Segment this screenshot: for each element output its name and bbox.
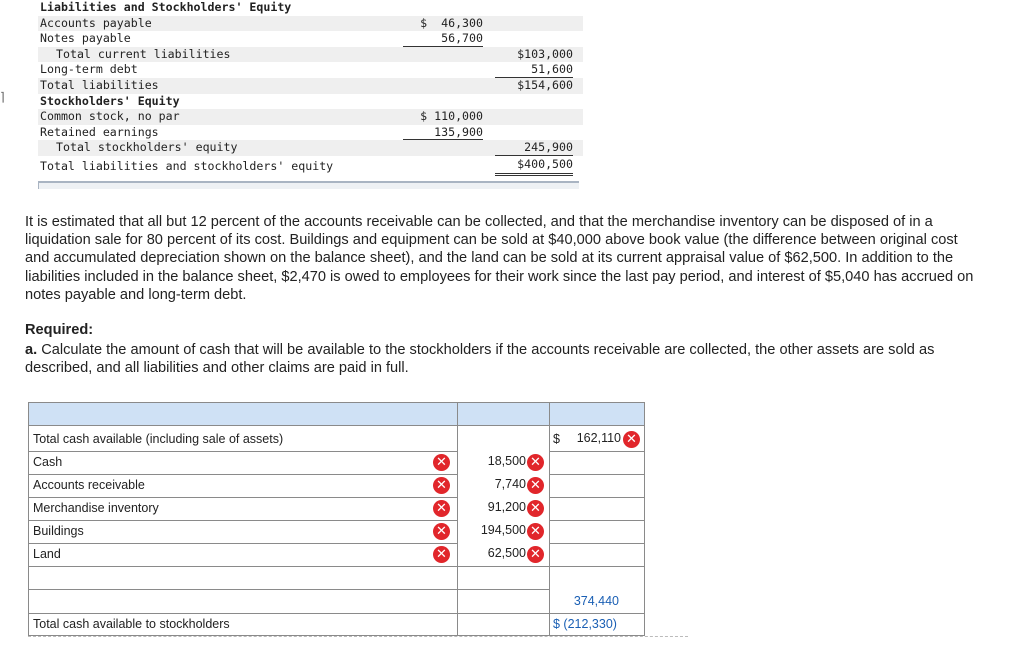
total-cash-input[interactable]: 162,110 xyxy=(576,431,621,445)
close-circle-icon: ✕ xyxy=(527,477,544,494)
table-row-total-cash xyxy=(29,428,644,451)
bs-label: Long-term debt xyxy=(40,62,138,77)
table-row-final xyxy=(29,613,644,635)
bs-label: Accounts payable xyxy=(40,15,152,30)
subtotal-value[interactable]: 374,440 xyxy=(573,594,619,608)
part-letter: a. xyxy=(25,342,38,358)
bs-value: 56,700 xyxy=(403,31,483,47)
accounts-receivable-input[interactable]: 7,740 xyxy=(494,477,526,491)
close-circle-icon: ✕ xyxy=(433,454,450,471)
bs-value: $154,600 xyxy=(517,77,573,92)
bs-value: 135,900 xyxy=(403,125,483,141)
item-label-merchandise-inventory: Merchandise inventory xyxy=(33,501,159,515)
bs-row-total-liabilities-equity xyxy=(38,156,583,176)
row-divider xyxy=(29,566,644,567)
table-row xyxy=(29,497,644,520)
close-circle-icon: ✕ xyxy=(623,431,640,448)
land-input[interactable]: 62,500 xyxy=(487,546,526,560)
bs-row-total-current-liabilities xyxy=(38,47,583,63)
balance-sheet-bottom-edge xyxy=(38,181,579,189)
table-header xyxy=(29,403,644,426)
bs-value: 51,600 xyxy=(495,62,573,78)
table-row xyxy=(29,543,644,566)
close-circle-icon: ✕ xyxy=(433,523,450,540)
left-edge-mark: ⌉ xyxy=(0,90,5,104)
bs-value: $ 110,000 xyxy=(420,109,483,124)
item-label-accounts-receivable: Accounts receivable xyxy=(33,478,145,492)
close-circle-icon: ✕ xyxy=(527,500,544,517)
bs-label: Total current liabilities xyxy=(56,46,231,61)
bs-section-title xyxy=(38,0,583,16)
close-circle-icon: ✕ xyxy=(433,477,450,494)
bs-row-total-stockholders-equity xyxy=(38,140,583,156)
bs-row-stockholders-equity-heading xyxy=(38,94,583,110)
close-circle-icon: ✕ xyxy=(527,523,544,540)
part-text: Calculate the amount of cash that will be available to the stockholders if the accounts receivable are collected, the other assets are sold as described, and all liabilities and other claims are paid in full. xyxy=(25,342,935,377)
bottom-cutoff xyxy=(28,636,688,640)
bs-row-common-stock xyxy=(38,109,583,125)
bs-label: Total liabilities and stockholders' equity xyxy=(40,158,334,173)
close-circle-icon: ✕ xyxy=(433,500,450,517)
bs-label: Notes payable xyxy=(40,31,131,46)
required-part-a xyxy=(25,341,985,377)
bs-label: Total stockholders' equity xyxy=(56,140,238,155)
buildings-input[interactable]: 194,500 xyxy=(480,523,526,537)
bs-value: $400,500 xyxy=(495,156,573,176)
bs-row-retained-earnings xyxy=(38,125,583,141)
merchandise-inventory-input[interactable]: 91,200 xyxy=(487,500,526,514)
bs-label: Common stock, no par xyxy=(40,109,180,124)
table-row xyxy=(29,474,644,497)
bs-section-title-label: Liabilities and Stockholders' Equity xyxy=(40,0,292,14)
answer-table xyxy=(28,402,645,636)
close-circle-icon: ✕ xyxy=(527,454,544,471)
bs-row-long-term-debt xyxy=(38,62,583,78)
cash-input[interactable]: 18,500 xyxy=(487,454,526,468)
bs-value: 245,900 xyxy=(495,140,573,156)
bs-label: Stockholders' Equity xyxy=(40,93,180,108)
total-cash-label: Total cash available (including sale of assets) xyxy=(33,432,284,446)
table-row xyxy=(29,451,644,474)
bs-label: Retained earnings xyxy=(40,124,159,139)
bs-value: $103,000 xyxy=(517,46,573,61)
balance-sheet xyxy=(38,0,583,176)
bs-row-total-liabilities xyxy=(38,78,583,94)
total-cash-currency: $ xyxy=(553,432,560,446)
problem-description: It is estimated that all but 12 percent of the accounts receivable can be collected, and that the merchandise inventory can be disposed of in a liquidation sale for 80 percent of its cost. Buildings and equipment can be sold at $40,000 above book value (the difference between original cost and accumulated depreciation shown on the balance sheet), and the land can be sold at its current appraisal value of $62,500. In addition to the liabilities included in the balance sheet, $2,470 is owed to employees for their work since the last pay period, and interest of $5,040 has accrued on notes payable and long-term debt. xyxy=(25,214,974,303)
table-row xyxy=(29,520,644,543)
item-label-land: Land xyxy=(33,547,61,561)
item-label-cash: Cash xyxy=(33,455,63,469)
close-circle-icon: ✕ xyxy=(433,546,450,563)
bs-row-notes-payable xyxy=(38,31,583,47)
close-circle-icon: ✕ xyxy=(527,546,544,563)
required-heading: Required: xyxy=(25,322,94,338)
bs-value: $ 46,300 xyxy=(420,15,483,30)
bs-row-accounts-payable xyxy=(38,16,583,32)
final-value[interactable]: $ (212,330) xyxy=(553,617,617,631)
table-row-subtotal xyxy=(29,589,644,613)
final-label: Total cash available to stockholders xyxy=(33,617,230,631)
item-label-buildings: Buildings xyxy=(33,524,84,538)
bs-label: Total liabilities xyxy=(40,77,159,92)
